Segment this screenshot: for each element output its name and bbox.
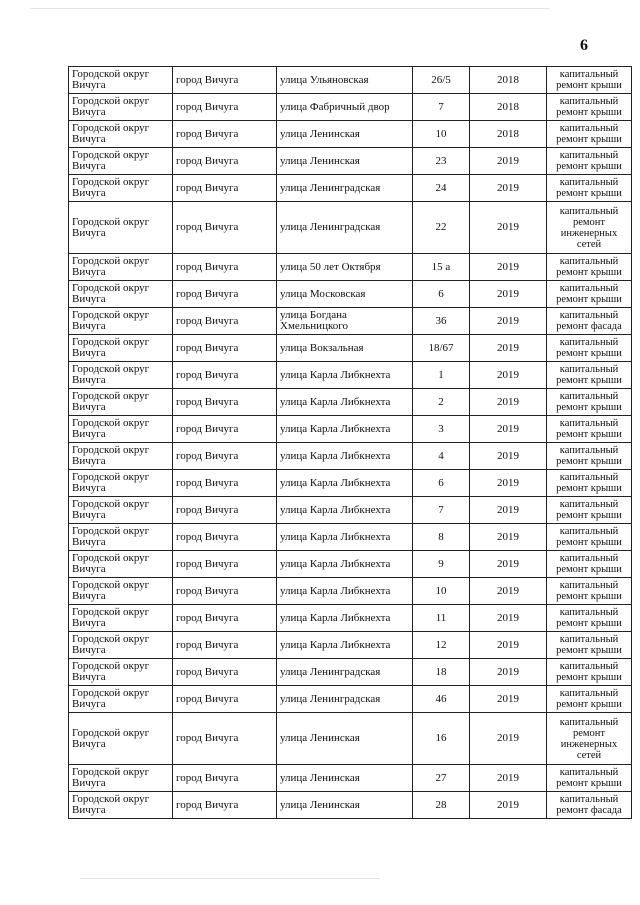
city-cell: город Вичуга [173,121,277,148]
house-number-cell: 18/67 [413,335,470,362]
street-cell: улица Ульяновская [277,67,413,94]
work-type-cell: капитальный ремонт инженерных сетей [547,713,632,765]
year-cell: 2018 [470,67,547,94]
district-cell: Городской округ Вичуга [69,362,173,389]
year-cell: 2019 [470,416,547,443]
house-number-cell: 2 [413,389,470,416]
street-cell: улица Ленинская [277,121,413,148]
house-number-cell: 11 [413,605,470,632]
year-cell: 2019 [470,281,547,308]
street-cell: улица Ленинградская [277,659,413,686]
district-cell: Городской округ Вичуга [69,605,173,632]
year-cell: 2018 [470,94,547,121]
year-cell: 2019 [470,497,547,524]
table-row [69,94,632,121]
house-number-cell: 26/5 [413,67,470,94]
year-cell: 2019 [470,792,547,819]
city-cell: город Вичуга [173,551,277,578]
year-cell: 2019 [470,686,547,713]
year-cell: 2019 [470,389,547,416]
house-number-cell: 27 [413,765,470,792]
street-cell: улица Ленинградская [277,202,413,254]
house-number-cell: 1 [413,362,470,389]
house-number-cell: 9 [413,551,470,578]
table-row [69,202,632,254]
city-cell: город Вичуга [173,524,277,551]
street-cell: улица Карла Либкнехта [277,443,413,470]
house-number-cell: 36 [413,308,470,335]
scan-noise-top [30,8,550,9]
district-cell: Городской округ Вичуга [69,497,173,524]
work-type-cell: капитальный ремонт крыши [547,765,632,792]
house-number-cell: 12 [413,632,470,659]
year-cell: 2019 [470,713,547,765]
house-number-cell: 8 [413,524,470,551]
work-type-cell: капитальный ремонт крыши [547,659,632,686]
city-cell: город Вичуга [173,281,277,308]
table-row [69,308,632,335]
table-row [69,578,632,605]
work-type-cell: капитальный ремонт крыши [547,389,632,416]
work-type-cell: капитальный ремонт крыши [547,121,632,148]
year-cell: 2019 [470,605,547,632]
work-type-cell: капитальный ремонт крыши [547,335,632,362]
district-cell: Городской округ Вичуга [69,713,173,765]
district-cell: Городской округ Вичуга [69,686,173,713]
work-type-cell: капитальный ремонт крыши [547,148,632,175]
year-cell: 2018 [470,121,547,148]
table-row [69,497,632,524]
street-cell: улица Вокзальная [277,335,413,362]
work-type-cell: капитальный ремонт крыши [547,67,632,94]
street-cell: улица Карла Либкнехта [277,389,413,416]
district-cell: Городской округ Вичуга [69,443,173,470]
work-type-cell: капитальный ремонт крыши [547,605,632,632]
district-cell: Городской округ Вичуга [69,281,173,308]
table-row [69,254,632,281]
city-cell: город Вичуга [173,659,277,686]
work-type-cell: капитальный ремонт крыши [547,470,632,497]
work-type-cell: капитальный ремонт крыши [547,254,632,281]
street-cell: улица Фабричный двор [277,94,413,121]
district-cell: Городской округ Вичуга [69,94,173,121]
city-cell: город Вичуга [173,605,277,632]
city-cell: город Вичуга [173,362,277,389]
street-cell: улица Ленинская [277,713,413,765]
city-cell: город Вичуга [173,67,277,94]
city-cell: город Вичуга [173,713,277,765]
table-row [69,443,632,470]
work-type-cell: капитальный ремонт крыши [547,551,632,578]
street-cell: улица Карла Либкнехта [277,524,413,551]
district-cell: Городской округ Вичуга [69,765,173,792]
year-cell: 2019 [470,308,547,335]
house-number-cell: 28 [413,792,470,819]
street-cell: улица Карла Либкнехта [277,551,413,578]
district-cell: Городской округ Вичуга [69,254,173,281]
house-number-cell: 22 [413,202,470,254]
house-number-cell: 10 [413,578,470,605]
street-cell: улица Карла Либкнехта [277,362,413,389]
repair-schedule-table [68,66,632,819]
work-type-cell: капитальный ремонт крыши [547,443,632,470]
street-cell: улица Карла Либкнехта [277,605,413,632]
page-number: 6 [580,37,588,54]
work-type-cell: капитальный ремонт крыши [547,686,632,713]
house-number-cell: 7 [413,497,470,524]
table-row [69,659,632,686]
house-number-cell: 16 [413,713,470,765]
table-row [69,281,632,308]
year-cell: 2019 [470,551,547,578]
table-row [69,175,632,202]
year-cell: 2019 [470,765,547,792]
city-cell: город Вичуга [173,497,277,524]
city-cell: город Вичуга [173,175,277,202]
district-cell: Городской округ Вичуга [69,335,173,362]
street-cell: улица 50 лет Октября [277,254,413,281]
house-number-cell: 6 [413,281,470,308]
table-row [69,713,632,765]
district-cell: Городской округ Вичуга [69,551,173,578]
city-cell: город Вичуга [173,765,277,792]
table-row [69,335,632,362]
table-row [69,416,632,443]
district-cell: Городской округ Вичуга [69,578,173,605]
work-type-cell: капитальный ремонт крыши [547,416,632,443]
street-cell: улица Карла Либкнехта [277,416,413,443]
work-type-cell: капитальный ремонт фасада [547,792,632,819]
street-cell: улица Карла Либкнехта [277,578,413,605]
city-cell: город Вичуга [173,470,277,497]
street-cell: улица Ленинская [277,765,413,792]
year-cell: 2019 [470,254,547,281]
city-cell: город Вичуга [173,308,277,335]
work-type-cell: капитальный ремонт крыши [547,578,632,605]
work-type-cell: капитальный ремонт крыши [547,362,632,389]
year-cell: 2019 [470,148,547,175]
year-cell: 2019 [470,524,547,551]
table-row [69,524,632,551]
house-number-cell: 18 [413,659,470,686]
street-cell: улица Московская [277,281,413,308]
year-cell: 2019 [470,362,547,389]
district-cell: Городской округ Вичуга [69,175,173,202]
table-row [69,792,632,819]
year-cell: 2019 [470,632,547,659]
city-cell: город Вичуга [173,254,277,281]
district-cell: Городской округ Вичуга [69,416,173,443]
work-type-cell: капитальный ремонт инженерных сетей [547,202,632,254]
house-number-cell: 23 [413,148,470,175]
year-cell: 2019 [470,470,547,497]
work-type-cell: капитальный ремонт крыши [547,175,632,202]
district-cell: Городской округ Вичуга [69,202,173,254]
scan-noise-bottom [80,878,380,879]
district-cell: Городской округ Вичуга [69,659,173,686]
table-row [69,470,632,497]
city-cell: город Вичуга [173,148,277,175]
table-row [69,67,632,94]
street-cell: улица Карла Либкнехта [277,470,413,497]
house-number-cell: 3 [413,416,470,443]
district-cell: Городской округ Вичуга [69,389,173,416]
district-cell: Городской округ Вичуга [69,308,173,335]
street-cell: улица Карла Либкнехта [277,632,413,659]
street-cell: улица Ленинградская [277,686,413,713]
table-row [69,551,632,578]
street-cell: улица Ленинградская [277,175,413,202]
work-type-cell: капитальный ремонт фасада [547,308,632,335]
house-number-cell: 6 [413,470,470,497]
street-cell: улица Ленинская [277,792,413,819]
district-cell: Городской округ Вичуга [69,470,173,497]
district-cell: Городской округ Вичуга [69,524,173,551]
table-row [69,605,632,632]
house-number-cell: 46 [413,686,470,713]
year-cell: 2019 [470,659,547,686]
house-number-cell: 24 [413,175,470,202]
year-cell: 2019 [470,578,547,605]
street-cell: улица Карла Либкнехта [277,497,413,524]
city-cell: город Вичуга [173,443,277,470]
street-cell: улица Ленинская [277,148,413,175]
city-cell: город Вичуга [173,335,277,362]
table-row [69,389,632,416]
city-cell: город Вичуга [173,94,277,121]
work-type-cell: капитальный ремонт крыши [547,632,632,659]
district-cell: Городской округ Вичуга [69,67,173,94]
table-row [69,632,632,659]
work-type-cell: капитальный ремонт крыши [547,281,632,308]
district-cell: Городской округ Вичуга [69,121,173,148]
year-cell: 2019 [470,175,547,202]
city-cell: город Вичуга [173,389,277,416]
district-cell: Городской округ Вичуга [69,632,173,659]
house-number-cell: 4 [413,443,470,470]
work-type-cell: капитальный ремонт крыши [547,524,632,551]
house-number-cell: 7 [413,94,470,121]
table-row [69,148,632,175]
work-type-cell: капитальный ремонт крыши [547,94,632,121]
table-row [69,121,632,148]
city-cell: город Вичуга [173,578,277,605]
house-number-cell: 10 [413,121,470,148]
table-row [69,362,632,389]
city-cell: город Вичуга [173,202,277,254]
city-cell: город Вичуга [173,632,277,659]
district-cell: Городской округ Вичуга [69,792,173,819]
year-cell: 2019 [470,202,547,254]
house-number-cell: 15 а [413,254,470,281]
year-cell: 2019 [470,335,547,362]
street-cell: улица Богдана Хмельницкого [277,308,413,335]
year-cell: 2019 [470,443,547,470]
city-cell: город Вичуга [173,792,277,819]
district-cell: Городской округ Вичуга [69,148,173,175]
work-type-cell: капитальный ремонт крыши [547,497,632,524]
table-row [69,765,632,792]
city-cell: город Вичуга [173,686,277,713]
table-row [69,686,632,713]
city-cell: город Вичуга [173,416,277,443]
